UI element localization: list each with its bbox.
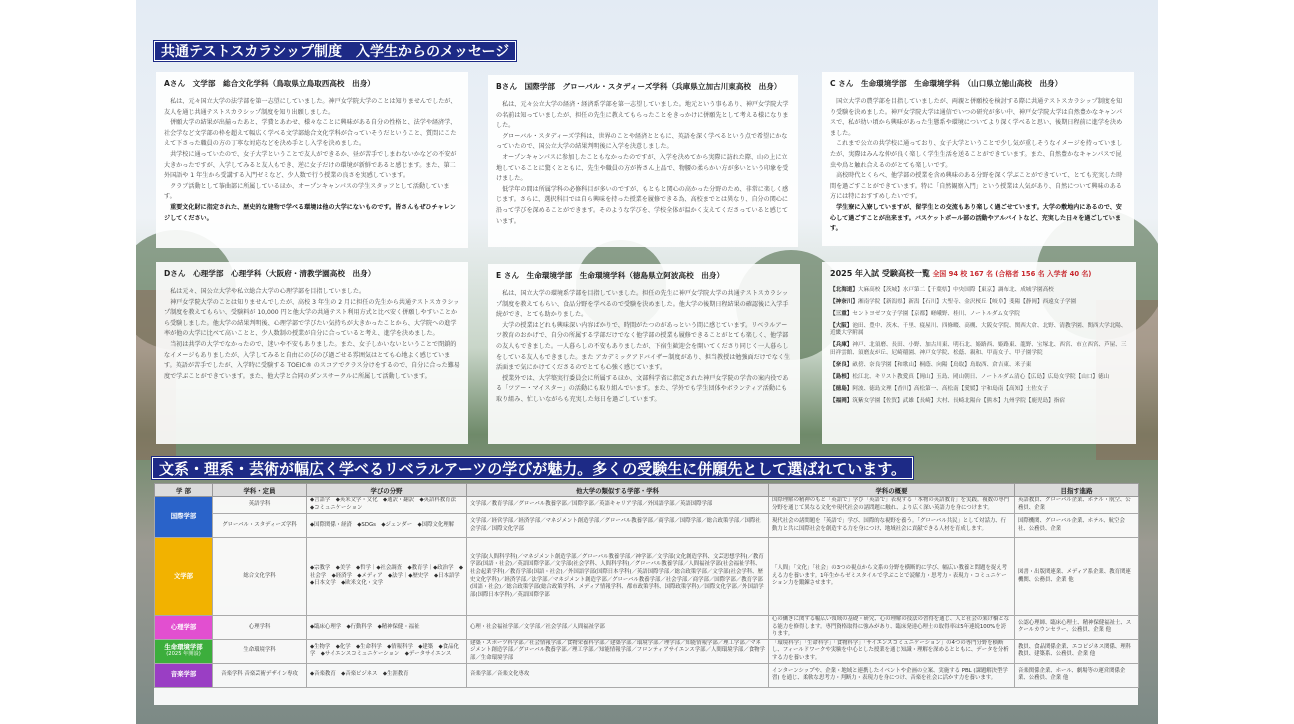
- exam-school-names: セントヨゼフ女子学園【京都】嵯峨野、桂川、ノートルダム女学院: [852, 311, 1020, 317]
- exam-list-row: [830, 362, 1128, 369]
- department-cell: [155, 616, 213, 640]
- exam-list-summary: 全国 94 校 167 名 (合格者 156 名 入学者 40 名): [932, 270, 1092, 278]
- table-header-cell: 他大学の類似する学部・学科: [467, 484, 769, 497]
- similar-cell: 文学部／経営学部／経済学部／マネジメント創造学部／グローバル教養学部／商学部／国際学部／総合政策学部／国際社会学部／国際文化学部: [467, 514, 769, 538]
- career-cell: 図書・出版関連業、メディア系企業、教育関連機関、公務員、企業 他: [1015, 538, 1139, 616]
- course-cell: 生命環境学科: [213, 639, 307, 663]
- overview-cell: インターンシップや、企業・地域と連携したイベントや企画の立案、実施する PBL (課題解決型学習) を通じ、柔軟な思考力・判断力・表現力を身につけ、音楽を社会に活かす力を養います。: [769, 663, 1015, 687]
- card-title: Aさん 文学部 総合文化学科（鳥取県立鳥取西高校 出身）: [164, 79, 375, 88]
- exam-list-row: [830, 342, 1128, 357]
- paragraph: クラブ活動として筝曲部に所属しているほか、オープンキャンパスの学生スタッフとして活動しています。: [164, 182, 450, 201]
- exam-school-names: 松江北、キリスト教愛真【岡山】玉島、岡山朝日、ノートルダム清心【広島】広島女学院【山口】徳山: [852, 373, 1110, 380]
- exam-region-label: 【福岡】: [830, 397, 853, 404]
- department-name: 文学部: [173, 571, 194, 580]
- table-row: [155, 538, 1139, 616]
- career-cell: 国際機関、グローバル企業、ホテル、航空会社、公務員、企業: [1015, 514, 1139, 538]
- fields-cell: ◆国際関係・経済 ◆SDGs ◆ジェンダー ◆国際文化理解: [307, 514, 467, 538]
- card-body: [164, 97, 460, 224]
- exam-school-names: 神戸、北須磨、長田、小野、加古川東、明石北、姫路西、姫路東、龍野、宝塚北、西宮、市立西宮、芦屋、三田祥雲館、須磨友が丘、尼崎稲園、神戸女学院、松蔭、親和、甲南女子、甲子園学院: [830, 342, 1127, 356]
- table-row: [155, 497, 1139, 514]
- exam-region-label: 【兵庫】: [830, 342, 853, 349]
- exam-list-row: [830, 386, 1128, 393]
- message-card-d: [156, 262, 468, 444]
- fields-cell: ◆宗教学 ◆美学 ◆哲学｜◆社会調査 ◆教育学｜◆政治学 ◆社会学 ◆経済学 ◆メディア ◆法学｜◆歴史学 ◆日本語学 ◆日本文学 ◆欧米文化・文学: [307, 538, 467, 616]
- exam-school-names: 大麻高校【茨城】水戸第二【千葉県】中央国際【東京】調布北、成城学園高校: [857, 287, 1054, 293]
- department-cell: [155, 639, 213, 663]
- overview-cell: 国際理解の精神のもと「英語で」学び「英語で」表現する「本物の英語教育」を実践。複数の専門分野を通じて異なる文化や現代社会の諸問題に触れ、より広く深い英語力を身につけます。: [769, 497, 1015, 514]
- career-cell: 教員、食品関係企業、エコビジネス関係、理科教員、建築系、公務員、企業 他: [1015, 639, 1139, 663]
- paragraph: 高校時代とくらべ、他学部の授業を含め興味のある分野を深く学ぶことができていて、とても充実した時間を過ごすことができています。特に「自然観察入門」という授業は人気があり、自然について興味のある方には特におすすめしたいです。: [830, 172, 1123, 201]
- course-cell: 総合文化学科: [213, 538, 307, 616]
- overview-cell: 心の働きに関する幅広い領域の基礎・研究、心の理解の技法の習得を通じ、人と社会の架け橋となる能力を修得します。専門資格取得に強みがあり、臨床発達心理士の取得率は5年連続100%を誇ります。: [769, 616, 1015, 640]
- department-note: (2025 年開設): [166, 651, 201, 658]
- department-cell: [155, 663, 213, 687]
- paragraph: 併願大学の結果が出揃ったあと、学費とあわせ、様々なことに興味がある自分の性格と、法学や経済学、社会学など文学部の枠を超えて幅広く学べる文学部総合文化学科が合っていそうだということ、質問にこたえて下さった職員の方の丁寧な対応などを決め手とし入学を決めました。: [164, 119, 457, 148]
- similar-cell: 心理・社会福祉学部／文学部／社会学部／人間福祉学部: [467, 616, 769, 640]
- career-cell: 英語教員、グローバル企業、ホテル・航空、公務員、企業: [1015, 497, 1139, 514]
- card-title: Bさん 国際学部 グローバル・スタディーズ学科（兵庫県立加古川東高校 出身）: [496, 82, 782, 91]
- exam-school-names: 池田、豊中、茨木、千里、寝屋川、四條畷、高槻、大阪女学院、関西大倉、北野、清教学園、関西大学北陽、近畿大学附属: [830, 323, 1127, 337]
- exam-school-names: 阿波、徳島文理【香川】高松第一、高松南【愛媛】宇和島南【高知】土佐女子: [852, 385, 1049, 392]
- department-name: 心理学部: [170, 622, 197, 631]
- department-name: 国際学部: [170, 512, 197, 521]
- exam-list-row: [830, 398, 1128, 405]
- department-name: 音楽学部: [170, 670, 197, 679]
- table-header-row: [155, 484, 1139, 497]
- message-card-b: [488, 75, 798, 247]
- card-body: [496, 100, 790, 227]
- similar-cell: 文学部(人間科学科)／マネジメント創造学部／グローバル教養学部／神学部／文学部(文化創造学科、文芸思想学科)／教育学部(国語・社会)／英語国際学部／文学部(社会学科、人間科学科)／グローバル教養学部／人間福祉学部(社会福祉学科、社会起業学科)／教育学部(国語・社会)／外国語学部(国際日本学科)／英語国際学部／総合政策学部／文学部(社会学科、歴史文化学科)／経済学部／法学部／マネジメント創造学部／グローバル教養学部／社会学部／商学部／国際学部／教育学部(国語・社会)／総合政策学部(総合政策学科、メディア情報学科、都市政策学科、国際政策学科)／国際文化学部／外国語学部(国際日本学科)／英語国際学部: [467, 538, 769, 616]
- career-cell: 音楽関係企業、ホール、劇場等の運営関係企業、公務員、企業 他: [1015, 663, 1139, 687]
- highlight-text: 学生寮に入寮していますが、留学生との交流もあり楽しく過ごせています。大学の敷地内にあるので、安心して過ごすことが出来ます。バスケットボール部の活動やアルバイトなど、充実した日々を過ごしています。: [830, 203, 1122, 233]
- similar-cell: 音楽学部／音楽文化専攻: [467, 663, 769, 687]
- message-card-a: [156, 72, 468, 248]
- paragraph: 国立大学の農学部を目指していましたが、両親と併願校を検討する際に共通テストスカラシップ制度を知り受験を決めました。神戸女学院大学は通信でいつの研究が多い中、神戸女学院大学は自然豊かなキャンパスで、私が幼い頃から興味があった生態系や環境についてより深く学べると思い、後期日程前に進学を決めました。: [830, 98, 1123, 137]
- exam-region-label: 【奈良】: [830, 361, 853, 368]
- exam-school-names: 筑紫女学園【佐賀】武雄【長崎】大村、長崎北陽台【熊本】九州学院【鹿児島】指宿: [852, 397, 1065, 404]
- fields-cell: ◆臨床心理学 ◆行動科学 ◆精神保健・福祉: [307, 616, 467, 640]
- paragraph: 低学年の間は所属学科の必修科目が多いのですが、もともと関心の高かった分野のため、非常に楽しく感じます。さらに、選択科目では自ら興味を持った授業を履修できる為、高校までとは異なり、自分の関心に沿って学びを深めることができます。そのような学びを、学校全体が温かく支えてくださっていると感じています。: [496, 185, 789, 225]
- career-cell: 公認心理師、臨床心理士、精神保健福祉士、スクールカウンセラー、公務員、企業 他: [1015, 616, 1139, 640]
- card-body: [496, 289, 792, 406]
- course-cell: 音楽学科 音楽芸術デザイン専攻: [213, 663, 307, 687]
- exam-list-row: [830, 287, 1128, 294]
- exam-school-list-card: [822, 262, 1136, 444]
- table-row: [155, 514, 1139, 538]
- fields-cell: ◆音楽教育 ◆音楽ビジネス ◆生涯教育: [307, 663, 467, 687]
- similar-cell: 文学部／教育学部／グローバル教養学部／国際学部／英語キャリア学部／外国語学部／英語国際学部: [467, 497, 769, 514]
- exam-region-label: 【徳島】: [830, 385, 853, 392]
- paragraph: オープンキャンパスに参加したこともなかったのですが、入学を決めてから実際に訪れた際、山の上に立地していることに驚くとともに、先生や職員の方が皆さん上品で、物腰の柔らかい方が多いという印象を受けました。: [496, 153, 789, 183]
- exam-list-row: [830, 299, 1128, 306]
- paragraph: [164, 203, 460, 224]
- overview-cell: 現代社会の諸問題を「英語で」学び、国際的な視野を養う。「グローバル共民」として対話力、行動力と共に国際社会を創造する力を身につけ、地域社会に貢献できる人材を育成します。: [769, 514, 1015, 538]
- exam-list-row: [830, 374, 1128, 381]
- course-cell: 英語学科: [213, 497, 307, 514]
- paragraph: 私は、国立大学の環境系学部を目指していました。担任の先生に神戸女学院大学の共通テストスカラシップ制度を教えてもらい、食品分野を学べるので受験を決めました。他大学の後期日程結果の確認後に入学手続ができ、とても助かりました。: [496, 290, 789, 319]
- paragraph: 授業外では、大学築実行委員会に所属するほか、文部科学省に指定された神戸女学院の学舎の案内役である「ツアー・マイスター」の活動にも取り組んでいます。また、学外でも学生団体やボランティア活動にも取り組み、忙しいながらも充実した毎日を過ごしています。: [496, 374, 789, 403]
- exam-list-heading: 2025 年入試 受験高校一覧: [830, 269, 930, 278]
- department-cell: [155, 538, 213, 616]
- paragraph: これまで公立の共学校に通っており、女子大学ということで少し気が重しそうなイメージを持っていましたが、実際はみんな仲が良く楽しく学生生活を送ることができています。また、自然豊かなキャンパスで昆虫や鳥と触れ合えるのがとても楽しいです。: [830, 140, 1123, 169]
- table-header-cell: 学びの分野: [307, 484, 467, 497]
- paragraph: 私は、元々国立大学の法学部を第一志望にしていました。神戸女学院大学のことは知りませんでしたが、友人を通じ共通テストスカラシップ制度を知り出願しました。: [164, 98, 457, 116]
- table-row: [155, 639, 1139, 663]
- banner-liberal-arts: 文系・理系・芸術が幅広く学べるリベラルアーツの学びが魅力。多くの受験生に併願先として選ばれています。: [152, 457, 913, 479]
- exam-list-row: [830, 323, 1128, 338]
- paragraph: 大学の授業はどれも興味深い内容ばかりで、時間がたつのがあっという間に感じています。リベラルアーツ教育のおかげで、自分の所属する学部だけでなく他学部の授業も履修できることがとても楽しく、他学部の友人もできました。一人暮らしの不安もありましたが、下宿生歓迎会を開いてくださり同じく一人暮らしをしている友人もできました。また アカデミックアドバイザー制度があり、担当教授は勉強面だけでなく生活面まで気にかけてくださるのでとても心強く感じています。: [496, 321, 791, 372]
- exam-region-label: 【三重】: [830, 311, 853, 317]
- exam-region-label: 【大阪】: [830, 323, 853, 329]
- paragraph: [830, 203, 1126, 235]
- overview-cell: 「環境科学」「生命科学」「食物科学」「サイエンスコミュニケーション」の4つの専門分野を横断し、フィールドワークや実験を中心とした授業を通じ知識・理解を深めるとともに、データを分析する力を養います。: [769, 639, 1015, 663]
- card-body: [164, 287, 460, 382]
- paragraph: 当初は共学の大学でなかったので、迷いや不安もありました。また、女子しかいないということで閉鎖的なイメージもありましたが、入学してみると自由にのびのび過ごせる雰囲気はとても心地よく感じています。英語が苦手でしたが、入学時に受験する TOEIC® のスコアでクラス分けをするので、自分に合った難易度で学ぶことができています。また、他大学と合同のダンスサークルに所属して活動しています。: [164, 340, 460, 380]
- exam-school-names: 畝傍、奈良学園【和歌山】桐蔭、向陽【鳥取】鳥取西、倉吉東、米子東: [852, 361, 1032, 368]
- message-card-c: [822, 72, 1134, 246]
- course-cell: 心理学科: [213, 616, 307, 640]
- similar-cell: 建築・スポーツ科学部／社会情報学部／食物栄養科学部／建築学部／環境学部／理学部／知能情報学部／理工学部／マネジメント創造学部／グローバル教養学部／理工学部／知能情報学部／フロンティアサイエンス学部／人間環境学部／食物学部／生命環境学部: [467, 639, 769, 663]
- card-title: Dさん 心理学部 心理学科（大阪府・清教学園高校 出身）: [164, 269, 376, 278]
- message-card-e: [488, 264, 800, 444]
- table-header-cell: 目指す進路: [1015, 484, 1139, 497]
- paragraph: 共学校に通っていたので、女子大学ということで友人ができるか、昼が苦手でしまわないかなどの不安が大きかったですが、入学してみると友人もでき、逆に女子だけの環境が新鮮であると感じます。また、第二外国語や 1 年生から受講する入門ゼミなど、少人数で行う授業の良さを実感しています。: [164, 150, 457, 180]
- table-row: [155, 663, 1139, 687]
- card-title: C さん 生命環境学部 生命環境学科 （山口県立徳山高校 出身）: [830, 79, 1063, 88]
- department-table-container: [154, 483, 1138, 705]
- department-name: 生命環境学部: [164, 642, 203, 651]
- exam-region-label: 【神奈川】: [830, 299, 858, 305]
- fields-cell: ◆生物学 ◆化学 ◆生命科学 ◆情報科学 ◆建築 ◆食品化学 ◆サイエンスコミュニケーション ◆データサイエンス: [307, 639, 467, 663]
- exam-region-label: 【島根】: [830, 373, 853, 380]
- paragraph: 私は元々、国公立大学や私立総合大学の心理学部を目指していました。: [170, 288, 366, 295]
- exam-list-title: [830, 268, 1128, 279]
- banner-scholarship-messages: 共通テストスカラシップ制度 入学生からのメッセージ: [154, 41, 516, 61]
- table-row: [155, 616, 1139, 640]
- poster: [136, 0, 1158, 724]
- highlight-text: 重要文化財に指定された、歴史的な建物で学べる環境は他の大学にないものです。皆さんもぜひチャレンジしてください。: [164, 203, 456, 222]
- table-header-cell: 学科の概要: [769, 484, 1015, 497]
- table-header-cell: 学 部: [155, 484, 213, 497]
- department-cell: [155, 497, 213, 538]
- paragraph: グローバル・スタディーズ学科は、世界のことや経済とともに、英語を深く学べるという点で希望にかなっていたので、国公立大学の結果判明後に入学を決意しました。: [496, 132, 788, 151]
- card-title: E さん 生命環境学部 生命環境学科（徳島県立阿波高校 出身）: [496, 271, 725, 280]
- table-body: [155, 497, 1139, 688]
- card-body: [830, 97, 1126, 235]
- table-header-cell: 学科・定員: [213, 484, 307, 497]
- exam-region-label: 【北海道】: [830, 287, 858, 293]
- exam-school-names: 湘南学院【新潟県】新潟【石川】大聖寺、金沢桜丘【岐阜】斐陽【静岡】西遠女子学園: [857, 299, 1077, 305]
- overview-cell: 「人間」「文化」「社会」の3つの視点から文系の分野を横断的に学び、幅広い教養と問題を捉え考える力を養います。1年生からゼミスタイルで学ぶことで読解力・思考力・表現力・コミュニケーション力を鍛錬させます。: [769, 538, 1015, 616]
- fields-cell: ◆言語学 ◆英米文学・文化 ◆通訳・翻訳 ◆英語科教育法 ◆コミュニケーション: [307, 497, 467, 514]
- course-cell: グローバル・スタディーズ学科: [213, 514, 307, 538]
- exam-list-rows: [830, 287, 1128, 405]
- paragraph: 私は、元々公立大学の経済・経済系学部を第一志望していました。地元という事もあり、神戸女学院大学の名前は知っていましたが、担任の先生に教えてもらったことをきっかけに併願先として考える様になりました。: [496, 101, 789, 130]
- exam-list-row: [830, 311, 1128, 318]
- department-table: [154, 483, 1139, 688]
- paragraph: 神戸女学院大学のことは知りませんでしたが、高校 3 年生の 2 月に担任の先生から共通テストスカラシップ制度を教えてもらい、受験料が 10,000 円と他大学の共通テスト利用方式と比べ安く併願しやすいことから受験しました。他大学の結果判明後、心理学部で学びたい気持ちが大きかったことから、大学院への進学率が他の大学に比べて高いことと、少人数制の授業が自分に合っていると考え、進学を決めました。: [164, 298, 460, 338]
